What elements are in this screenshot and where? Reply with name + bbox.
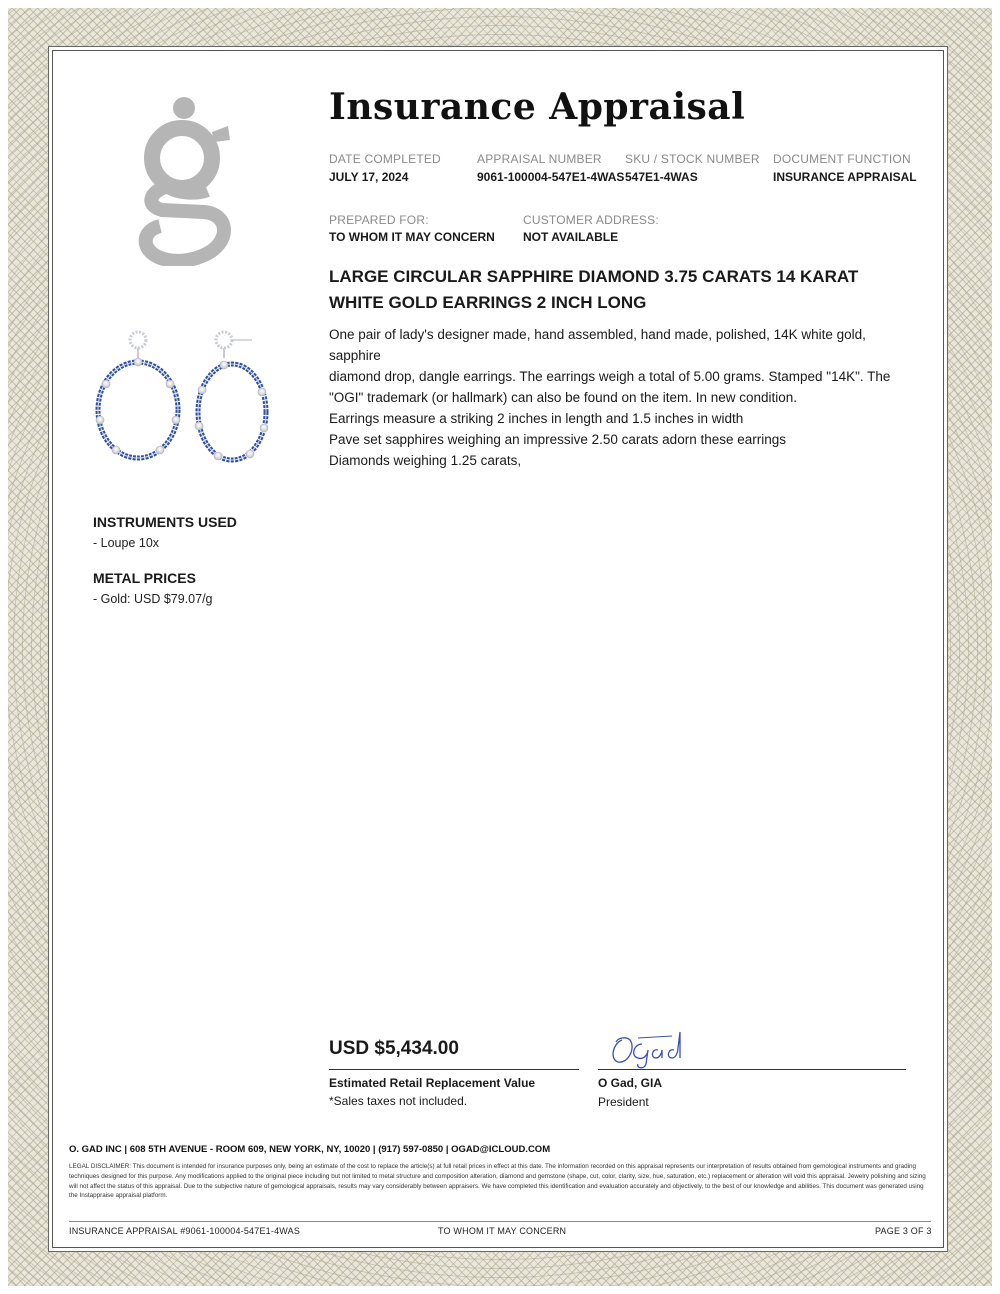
date-completed-value: JULY 17, 2024 — [329, 170, 409, 184]
footer-page-number: PAGE 3 OF 3 — [875, 1226, 932, 1236]
footer-appraisal-id: INSURANCE APPRAISAL #9061-100004-547E1-4WAS — [69, 1226, 301, 1236]
date-completed-label: DATE COMPLETED — [329, 152, 441, 166]
signature-rule — [598, 1069, 906, 1070]
footer-recipient: TO WHOM IT MAY CONCERN — [438, 1226, 567, 1236]
sku-label: SKU / STOCK NUMBER — [625, 152, 760, 166]
earrings-photo — [92, 326, 272, 466]
item-description — [329, 324, 919, 471]
metal-price-item: - Gold: USD $79.07/g — [93, 592, 213, 606]
legal-disclaimer: LEGAL DISCLAIMER: This document is intended for insurance purposes only, being an estimate of the cost to replace the article(s) at full retail prices in effect at this date. The information recorded on this appraisal represents our interpretation of results obtained from gemological instruments and grading techniques designed for this purpose. Any modifications applied to the original piece including but not limited to metal structure and composition alteration, diamond and gemstone (shape, cut, color, clarity, size, hue, saturation, etc.) replacement or alteration will void this appraisal. Jewelry polishing and sizing will not affect the status of this appraisal. Due to the subjective nature of gemological appraisals, results may vary considerably between appraisers. We have completed this identification and evaluation accurately and objectively, to the best of our knowledge and abilities. This document was generated using the Instappraise appraisal platform. — [69, 1163, 926, 1200]
item-title-line: LARGE CIRCULAR SAPPHIRE DIAMOND 3.75 CARATS 14 KARAT — [329, 267, 859, 286]
prepared-for-label: PREPARED FOR: — [329, 213, 429, 227]
instruments-heading: INSTRUMENTS USED — [93, 514, 237, 530]
appraised-price: USD $5,434.00 — [329, 1038, 459, 1059]
description-line: diamond drop, dangle earrings. The earrings weigh a total of 5.00 grams. Stamped "14K". The — [329, 369, 891, 384]
document-function-label: DOCUMENT FUNCTION — [773, 152, 911, 166]
document-title: Insurance Appraisal — [329, 86, 746, 128]
document-function-value: INSURANCE APPRAISAL — [773, 170, 917, 184]
description-line: Diamonds weighing 1.25 carats, — [329, 453, 522, 468]
appraisal-number-label: APPRAISAL NUMBER — [477, 152, 602, 166]
price-label: Estimated Retail Replacement Value — [329, 1076, 536, 1090]
appraisal-number-value: 9061-100004-547E1-4WAS — [477, 170, 625, 184]
sales-tax-note: *Sales taxes not included. — [329, 1094, 468, 1108]
company-contact-line: O. GAD INC | 608 5TH AVENUE - ROOM 609, NEW YORK, NY, 10020 | (917) 597-0850 | OGAD@ICLOUD.COM — [69, 1144, 551, 1155]
footer-rule — [69, 1221, 931, 1222]
description-line: Pave set sapphires weighing an impressive 2.50 carats adorn these earrings — [329, 432, 787, 447]
customer-address-value: NOT AVAILABLE — [523, 230, 619, 244]
prepared-for-value: TO WHOM IT MAY CONCERN — [329, 230, 495, 244]
appraiser-title: President — [598, 1095, 649, 1109]
price-rule — [329, 1069, 579, 1070]
metal-prices-heading: METAL PRICES — [93, 570, 196, 586]
customer-address-label: CUSTOMER ADDRESS: — [523, 213, 659, 227]
item-title — [329, 264, 909, 316]
appraiser-signature — [608, 1030, 698, 1070]
sku-value: 547E1-4WAS — [625, 170, 698, 184]
instrument-item: - Loupe 10x — [93, 536, 160, 550]
description-line: Earrings measure a striking 2 inches in length and 1.5 inches in width — [329, 411, 744, 426]
description-line: "OGI" trademark (or hallmark) can also be found on the item. In new condition. — [329, 390, 798, 405]
item-title-line: WHITE GOLD EARRINGS 2 INCH LONG — [329, 293, 647, 312]
appraiser-name: O Gad, GIA — [598, 1076, 663, 1090]
description-line: One pair of lady's designer made, hand assembled, hand made, polished, 14K white gold, sapphire — [329, 327, 866, 363]
og-logo-icon — [138, 96, 234, 266]
